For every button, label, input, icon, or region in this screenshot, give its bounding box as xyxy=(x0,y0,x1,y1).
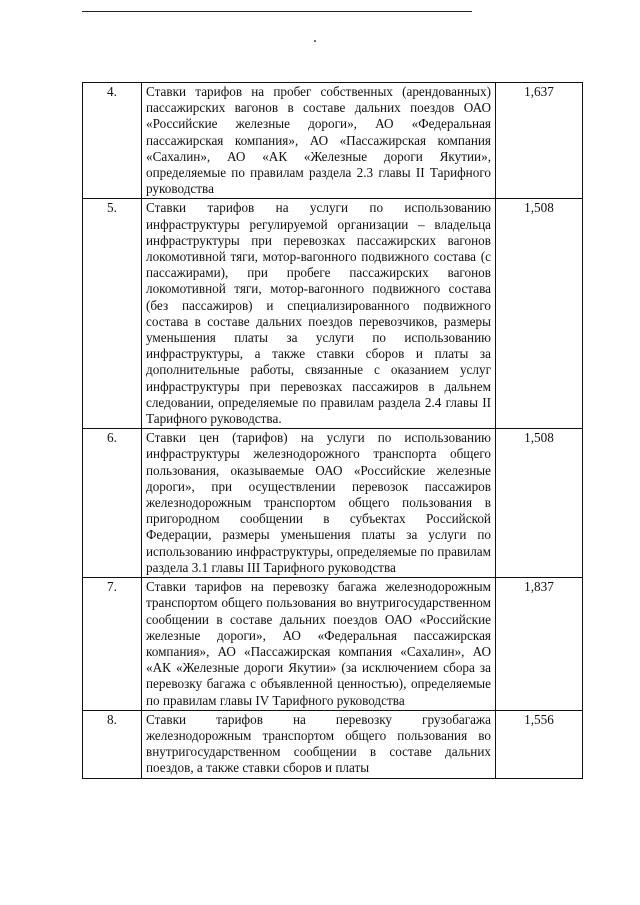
table-row xyxy=(83,199,583,429)
row-description: Ставки тарифов на перевозку грузобагажа железнодорожным транспортом общего пользования во внутригосударственном сообщении в составе дальних поездов, а также ставки сборов и платы xyxy=(142,710,496,778)
row-description: Ставки цен (тарифов) на услуги по использованию инфраструктуры железнодорожного транспорта общего пользования, оказываемые ОАО «Российские железные дороги», при осуществлении перевозок пассажиров железнодорожным транспортом общего пользования в пригородном сообщении в субъектах Российской Федерации, размеры уменьшения платы за услуги по использованию инфраструктуры, определяемые по правилам раздела 3.1 главы III Тарифного руководства xyxy=(142,429,496,578)
row-description: Ставки тарифов на перевозку багажа железнодорожным транспортом общего пользования во внутригосударственном сообщении в составе дальних поездов ОАО «Российские железные дороги», АО «Федеральная пассажирская компания», АО «Пассажирская компания «Сахалин», АО «АК «Железные дороги Якутии» (за исключением сбора за перевозку багажа с объявленной ценностью), определяемые по правилам главы IV Тарифного руководства xyxy=(142,578,496,711)
row-value: 1,556 xyxy=(496,710,583,778)
table-row xyxy=(83,83,583,199)
table-row xyxy=(83,710,583,778)
row-number: 5. xyxy=(83,199,142,429)
row-number: 4. xyxy=(83,83,142,199)
row-description: Ставки тарифов на услуги по использованию инфраструктуры регулируемой организации – владельца инфраструктуры при перевозках пассажирских вагонов локомотивной тяги, мотор-вагонного подвижного состава (с пассажирами), при пробеге пассажирских вагонов локомотивной тяги, мотор-вагонного подвижного состава (без пассажиров) и специализированного подвижного состава в составе дальних поездов перевозчиков, размеры уменьшения платы за услуги по использованию инфраструктуры, а также ставки сборов и платы за дополнительные работы, связанные с оказанием услуг инфраструктуры при перевозках пассажиров в дальнем следовании, определяемые по правилам раздела 2.4 главы II Тарифного руководства. xyxy=(142,199,496,429)
row-description: Ставки тарифов на пробег собственных (арендованных) пассажирских вагонов в составе дальних поездов ОАО «Российские железные дороги», АО «Федеральная пассажирская компания», АО «Пассажирская компания «Сахалин», АО «АК «Железные дороги Якутии», определяемые по правилам раздела 2.3 главы II Тарифного руководства xyxy=(142,83,496,199)
top-rule xyxy=(82,11,472,12)
scan-dot xyxy=(314,40,316,42)
row-value: 1,508 xyxy=(496,199,583,429)
table-row xyxy=(83,429,583,578)
row-number: 6. xyxy=(83,429,142,578)
tariff-table xyxy=(82,82,583,779)
row-number: 7. xyxy=(83,578,142,711)
table-row xyxy=(83,578,583,711)
row-value: 1,637 xyxy=(496,83,583,199)
row-value: 1,508 xyxy=(496,429,583,578)
row-number: 8. xyxy=(83,710,142,778)
row-value: 1,837 xyxy=(496,578,583,711)
